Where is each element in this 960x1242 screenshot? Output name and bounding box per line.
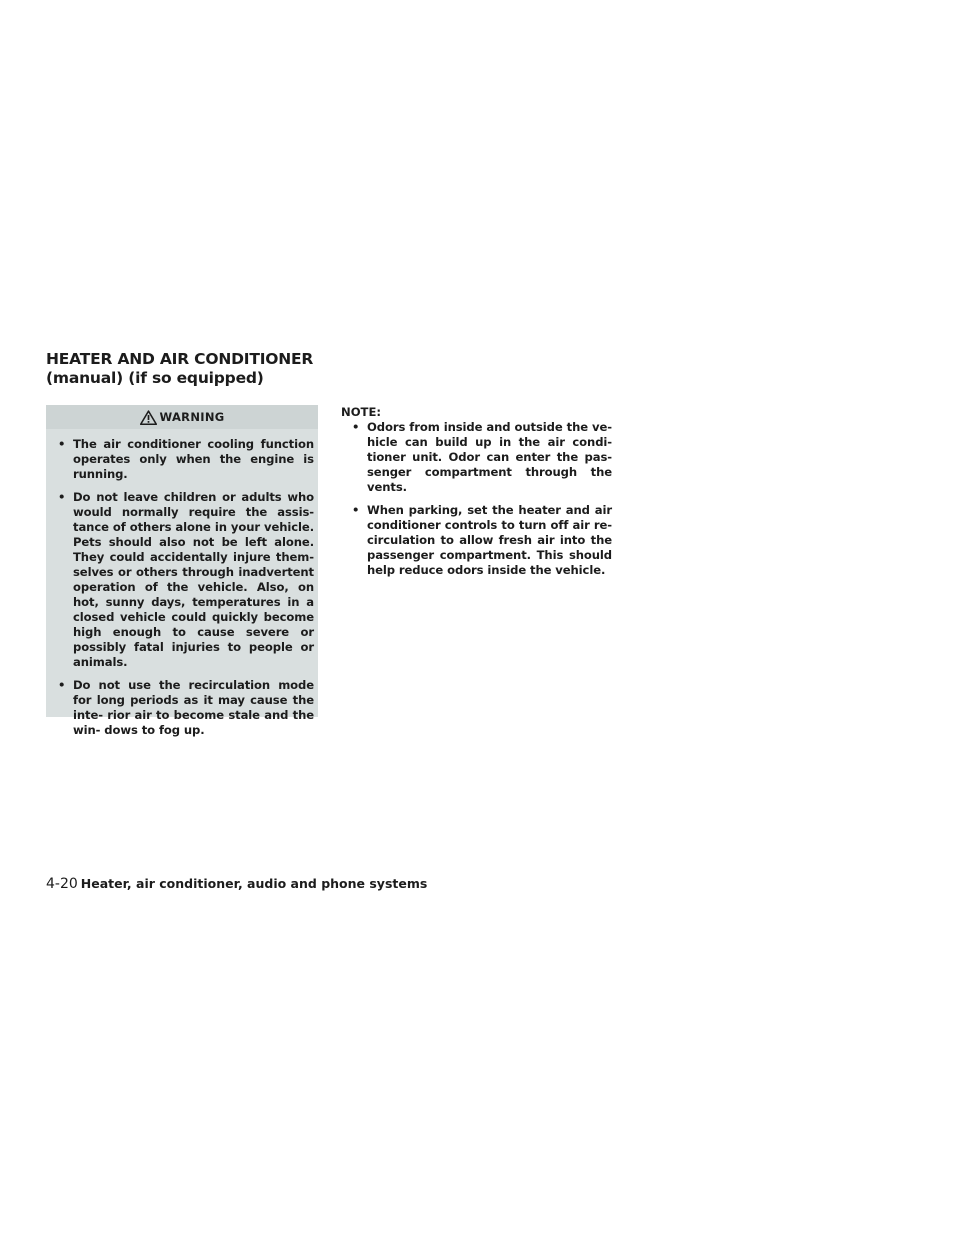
warning-triangle-icon: [140, 410, 157, 425]
note-title: NOTE:: [341, 405, 382, 419]
note-item: • When parking, set the heater and air conditioner controls to turn off air re- circulation to allow fresh air into the passenger compartment. This should help reduce odors inside the vehicle.: [350, 503, 612, 578]
warning-item: • Do not leave children or adults who would normally require the assis- tance of others alone in your vehicle. Pets should also not be left alone. They could accidentally injure them- selves or others through inadvertent operation of the vehicle. Also, on hot, sunny days, temperatures in a closed vehicle could quickly become high enough to cause severe or possibly fatal injuries to people or animals.: [56, 490, 314, 670]
chapter-title: Heater, air conditioner, audio and phone systems: [80, 876, 428, 891]
warning-header: [46, 405, 318, 429]
section-heading: [46, 350, 466, 388]
warning-item: • The air conditioner cooling function operates only when the engine is running.: [56, 437, 314, 482]
page-number: 4-20: [46, 876, 78, 892]
warning-title: WARNING: [159, 410, 225, 424]
note-item: • Odors from inside and outside the ve- hicle can build up in the air condi- tioner unit. Odor can enter the pas- senger compartment through the vents.: [350, 420, 612, 495]
warning-list: [46, 429, 318, 738]
page-footer: [46, 876, 427, 892]
section-heading-line1: HEATER AND AIR CONDITIONER: [46, 350, 314, 368]
note-list: [350, 420, 612, 586]
warning-item: • Do not use the recirculation mode for long periods as it may cause the inte- rior air to become stale and the win- dows to fog up.: [56, 678, 314, 738]
warning-box: [46, 405, 318, 737]
section-heading-line2: (manual) (if so equipped): [46, 369, 264, 387]
